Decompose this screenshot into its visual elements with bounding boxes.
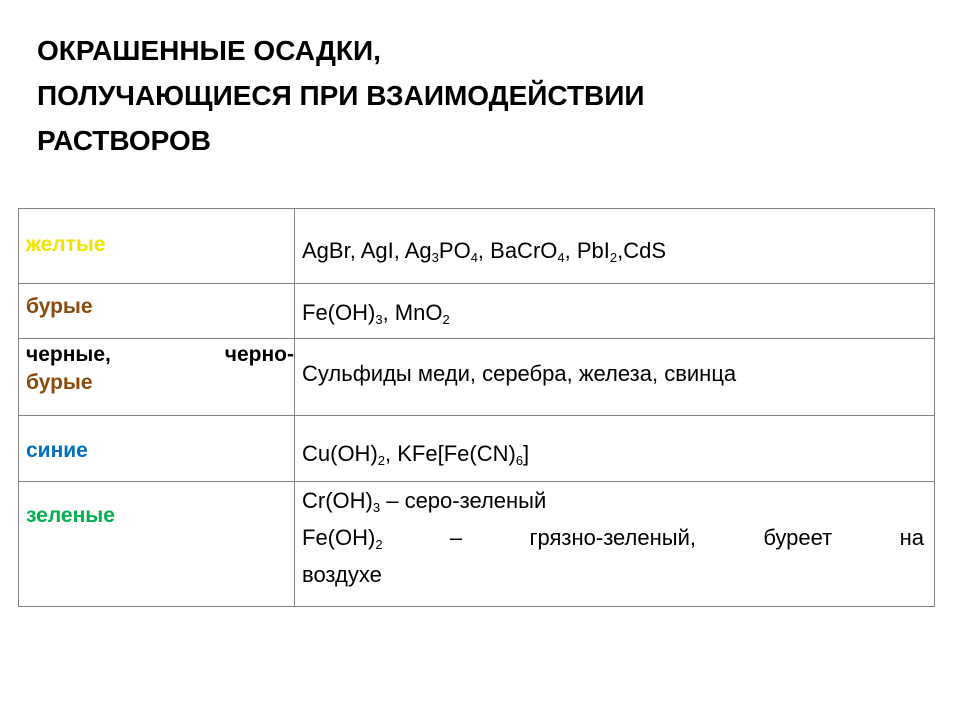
color-label-cell (19, 284, 295, 339)
color-label-black-line (26, 341, 294, 369)
formula-subscript: 2 (609, 250, 618, 265)
formula-fe-oh-2 (302, 519, 383, 556)
table-row-yellow (19, 209, 935, 284)
word: на (899, 525, 924, 550)
color-label-black-brown-start (225, 341, 294, 369)
formula-text: PO (438, 238, 471, 263)
formula-subscript: 2 (377, 453, 386, 468)
color-label-green: зеленые (26, 504, 115, 527)
formula-text: , PbI (564, 238, 610, 263)
formula-subscript: 3 (431, 250, 439, 265)
title-line-2: ПОЛУЧАЮЩИЕСЯ ПРИ ВЗАИМОДЕЙСТВИИ (37, 80, 645, 111)
compounds-yellow (302, 238, 666, 263)
compounds-cell (295, 416, 935, 482)
formula-subscript: 4 (470, 250, 478, 265)
formula-text: , BaCrO (477, 238, 558, 263)
formula-subscript: 2 (375, 537, 383, 552)
compounds-green-line-1 (302, 482, 924, 519)
formula-text: – серо-зеленый (380, 488, 547, 513)
table-row-brown (19, 284, 935, 339)
color-label-brown: бурые (26, 295, 93, 318)
table-row-green (19, 482, 935, 607)
compounds-brown (302, 300, 450, 325)
word: – (449, 525, 463, 550)
color-label-cell (19, 339, 295, 416)
color-label-cell (19, 209, 295, 284)
precipitates-table (18, 208, 935, 607)
compounds-cell (295, 482, 935, 607)
formula-text: , MnO (382, 300, 443, 325)
word: буреет (763, 525, 833, 550)
formula-subscript: 3 (375, 312, 383, 327)
title-line-3: РАСТВОРОВ (37, 125, 211, 156)
formula-subscript: 6 (515, 453, 524, 468)
formula-text: Fe(OH) (302, 300, 376, 325)
formula-text: AgBr, AgI, Ag (302, 238, 432, 263)
formula-text: Cu(OH) (302, 441, 378, 466)
formula-text: ] (523, 441, 530, 466)
color-label-cell (19, 482, 295, 607)
formula-text: , KFe[Fe(CN) (385, 441, 516, 466)
compounds-blue (302, 441, 529, 466)
formula-text: Cr(OH) (302, 488, 373, 513)
color-label-black: черные, (26, 343, 111, 366)
compounds-cell (295, 284, 935, 339)
compounds-green-line-2 (302, 519, 924, 556)
page-title (37, 28, 917, 163)
formula-text: Fe(OH) (302, 525, 376, 550)
table-row-black (19, 339, 935, 416)
formula-subscript: 4 (557, 250, 565, 265)
compounds-cell (295, 209, 935, 284)
title-line-1: ОКРАШЕННЫЕ ОСАДКИ, (37, 35, 381, 66)
compounds-black: Сульфиды меди, серебра, железа, свинца (302, 361, 737, 386)
word: грязно-зеленый, (529, 525, 696, 550)
table-row-blue (19, 416, 935, 482)
compounds-green-line-3: воздухе (302, 562, 382, 587)
formula-text: ,CdS (617, 238, 667, 263)
color-label-cell (19, 416, 295, 482)
color-label-blue: синие (26, 439, 88, 462)
color-label-yellow: желтые (26, 233, 106, 256)
color-label-black-brown-end: бурые (26, 371, 93, 394)
color-label-black-brown-word: черно- (224, 343, 294, 366)
formula-subscript: 2 (442, 312, 450, 327)
compounds-cell (295, 339, 935, 416)
formula-subscript: 3 (372, 500, 381, 515)
